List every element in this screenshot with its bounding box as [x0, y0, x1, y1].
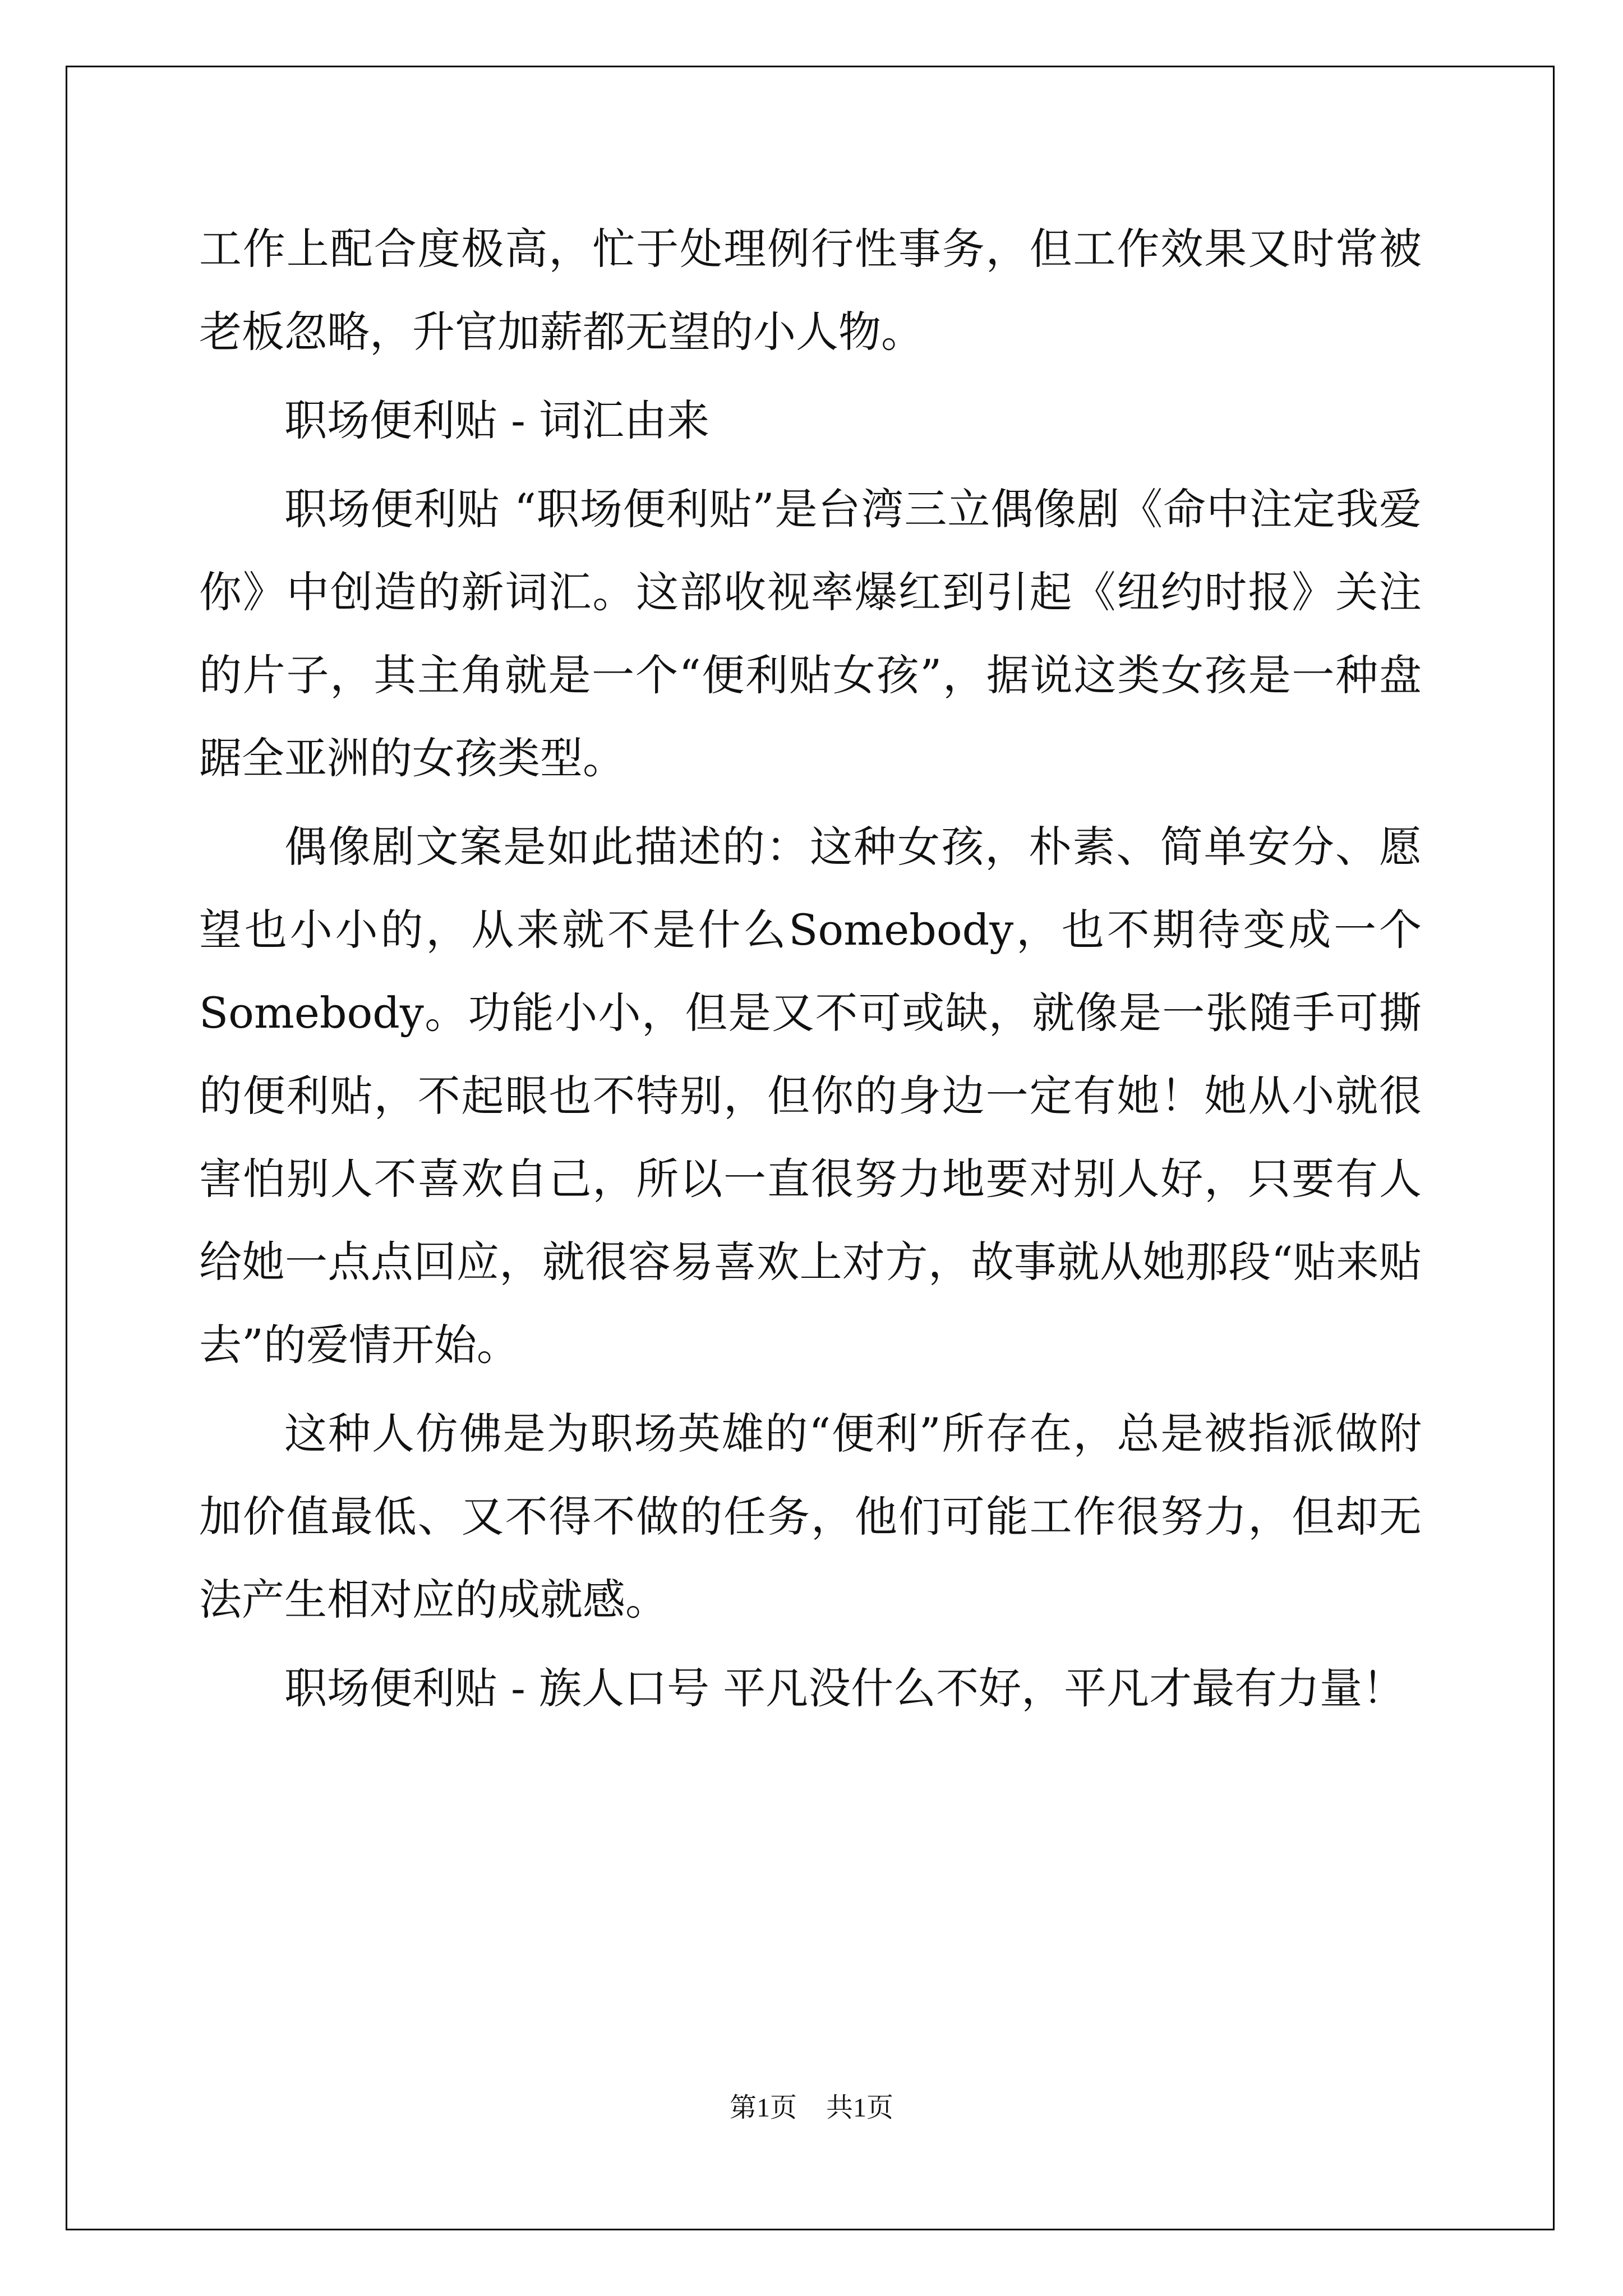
- section-heading: 职场便利贴 - 词汇由来: [284, 395, 709, 445]
- paragraph: 工作上配合度极高，忙于处理例行性事务，但工作效果又时常被老板忽略，升官加薪都无望的小人物。: [199, 224, 1422, 357]
- paragraph: 偶像剧文案是如此描述的：这种女孩，朴素、简单安分、愿望也小小的，从来就不是什么Somebody，也不期待变成一个Somebody。功能小小，但是又不可或缺，就像是一张随手可撕的便利贴，不起眼也不特别，但你的身边一定有她！她从小就很害怕别人不喜欢自己，所以一直很努力地要对别人好，只要有人给她一点点回应，就很容易喜欢上对方，故事就从她那段“贴来贴去”的爱情开始。: [199, 822, 1422, 1370]
- paragraph: 这种人仿佛是为职场英雄的“便利”所存在，总是被指派做附加价值最低、又不得不做的任务，他们可能工作很努力，但却无法产生相对应的成就感。: [199, 1409, 1422, 1625]
- paragraph: 职场便利贴 “职场便利贴”是台湾三立偶像剧《命中注定我爱你》中创造的新词汇。这部收视率爆红到引起《纽约时报》关注的片子，其主角就是一个“便利贴女孩”，据说这类女孩是一种盘踞全亚洲的女孩类型。: [199, 484, 1422, 783]
- document-body: [199, 208, 1422, 1730]
- section-heading: 职场便利贴 - 族人口号 平凡没什么不好，平凡才最有力量！: [284, 1663, 1405, 1713]
- page-footer: [0, 2086, 1623, 2124]
- page-total: 共1页: [826, 2093, 894, 2123]
- page-number: 第1页: [729, 2093, 797, 2123]
